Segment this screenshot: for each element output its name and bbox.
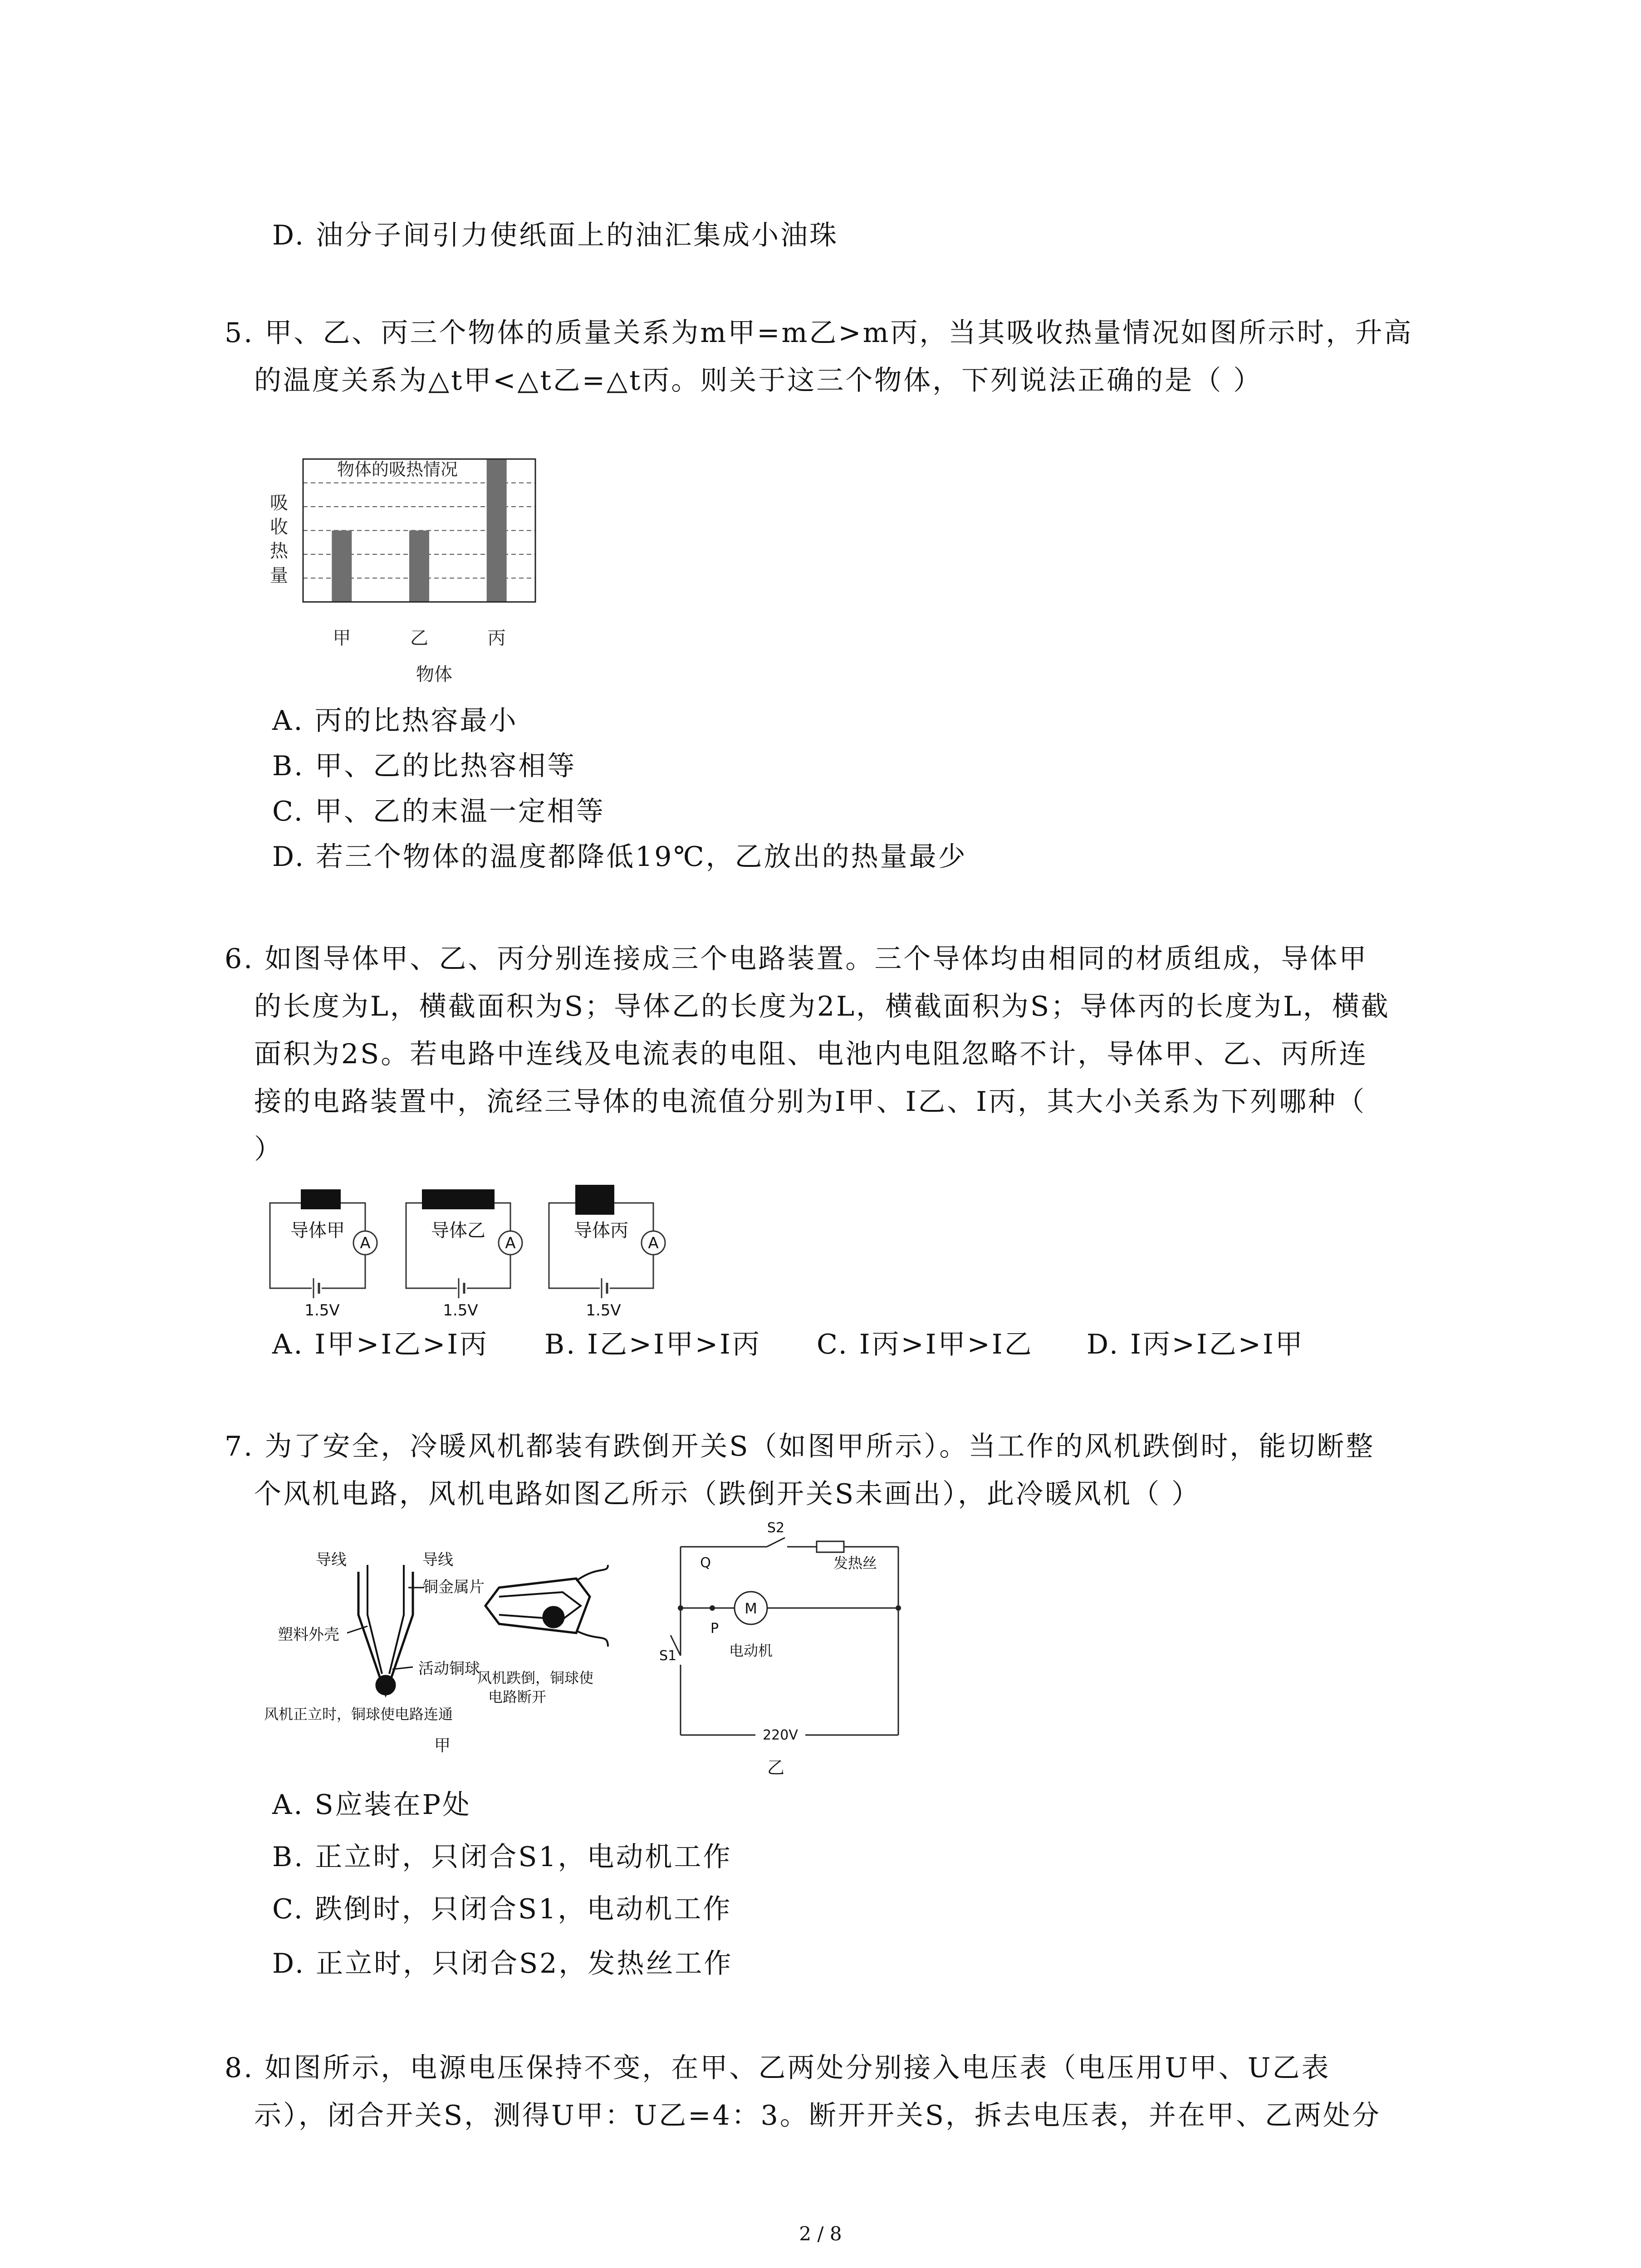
chart-bar (487, 459, 507, 602)
battery-voltage: 1.5V (443, 1301, 478, 1320)
circuit-jia (270, 1189, 377, 1320)
q6-option-b: B. I乙>I甲>I丙 (544, 1329, 761, 1360)
circuit-bing (549, 1185, 665, 1320)
figure-caption-yi: 乙 (767, 1758, 785, 1778)
chart-bar (409, 531, 429, 602)
q8-stem-line2: 示），闭合开关S，测得U甲：U乙=4：3。断开开关S，拆去电压表，并在甲、乙两处分 (254, 2100, 1381, 2131)
figure-caption-jia: 甲 (434, 1736, 451, 1755)
svg-text:活动铜球: 活动铜球 (418, 1660, 480, 1678)
svg-text:风机正立时，铜球使电路连通: 风机正立时，铜球使电路连通 (264, 1706, 453, 1723)
chart-y-label (270, 493, 289, 586)
svg-text:发热丝: 发热丝 (833, 1554, 877, 1572)
svg-text:导线: 导线 (316, 1551, 347, 1569)
q6-option-d: D. I丙>I乙>I甲 (1087, 1329, 1304, 1360)
svg-text:塑料外壳: 塑料外壳 (278, 1626, 339, 1644)
motor-icon: M (745, 1600, 757, 1617)
y-label-char: 热 (270, 541, 288, 562)
q4-option-d: D. 油分子间引力使纸面上的油汇集成小油珠 (272, 220, 839, 251)
conductor-label: 导体丙 (574, 1220, 628, 1241)
q5-option-c: C. 甲、乙的末温一定相等 (272, 796, 605, 827)
q6-stem-line5: ） (254, 1134, 283, 1165)
q7-option-d: D. 正立时，只闭合S2，发热丝工作 (272, 1948, 733, 1980)
svg-text:A: A (648, 1234, 659, 1252)
q7-option-b: B. 正立时，只闭合S1，电动机工作 (272, 1841, 732, 1873)
q6-circuit-figure (263, 1179, 681, 1320)
q5-stem-line1: 5. 甲、乙、丙三个物体的质量关系为m甲=m乙>m丙，当其吸收热量情况如图所示时，升高 (225, 317, 1413, 349)
q6-stem-line3: 面积为2S。若电路中连线及电流表的电阻、电池内电阻忽略不计，导体甲、乙、丙所连 (254, 1038, 1368, 1070)
svg-text:Q: Q (700, 1555, 711, 1571)
chart-x-tick-label: 丙 (487, 628, 506, 649)
svg-text:220V: 220V (763, 1727, 798, 1743)
battery-voltage: 1.5V (304, 1301, 340, 1320)
svg-text:导线: 导线 (422, 1551, 453, 1569)
svg-text:S1: S1 (659, 1648, 677, 1664)
chart-x-tick-label: 甲 (333, 628, 351, 649)
chart-title: 物体的吸热情况 (337, 459, 458, 479)
conductor-label: 导体甲 (290, 1220, 345, 1241)
q6-stem-line4: 接的电路装置中，流经三导体的电流值分别为I甲、I乙、I丙，其大小关系为下列哪种（ (254, 1086, 1367, 1118)
tilt-switch-fallen-icon (485, 1565, 608, 1647)
q5-option-a: A. 丙的比热容最小 (272, 705, 518, 737)
svg-text:电动机: 电动机 (729, 1642, 773, 1659)
y-label-char: 收 (270, 517, 288, 538)
circuit-yi (406, 1189, 522, 1320)
battery-voltage: 1.5V (586, 1301, 621, 1320)
chart-bar (332, 531, 352, 602)
svg-text:铜金属片: 铜金属片 (423, 1578, 485, 1596)
chart-x-title: 物体 (416, 664, 452, 685)
svg-text:风机跌倒，铜球使: 风机跌倒，铜球使 (477, 1669, 594, 1686)
svg-text:P: P (710, 1621, 719, 1637)
q7-stem-line1: 7. 为了安全，冷暖风机都装有跌倒开关S（如图甲所示）。当工作的风机跌倒时，能切断整 (225, 1431, 1375, 1462)
q7-figure-yi (659, 1520, 916, 1778)
q5-bar-chart (254, 458, 572, 699)
q8-stem-line1: 8. 如图所示，电源电压保持不变，在甲、乙两处分别接入电压表（电压用U甲、U乙表 (225, 2052, 1331, 2084)
tilt-switch-upright-icon (347, 1565, 424, 1694)
y-label-char: 吸 (270, 493, 288, 513)
q6-option-a: A. I甲>I乙>I丙 (272, 1329, 489, 1360)
q6-stem-line1: 6. 如图导体甲、乙、丙分别连接成三个电路装置。三个导体均由相同的材质组成，导体甲 (225, 943, 1368, 975)
chart-x-tick-label: 乙 (410, 628, 428, 649)
q7-figure-jia (263, 1538, 617, 1778)
q5-stem-line2: 的温度关系为△t甲<△t乙=△t丙。则关于这三个物体，下列说法正确的是（ ） (254, 365, 1263, 396)
svg-text:S2: S2 (767, 1520, 785, 1536)
svg-text:A: A (360, 1234, 371, 1252)
page-number: 2 / 8 (799, 2223, 842, 2245)
y-label-char: 量 (270, 565, 288, 586)
svg-text:A: A (505, 1234, 516, 1252)
svg-text:电路断开: 电路断开 (488, 1688, 547, 1706)
q6-stem-line2: 的长度为L，横截面积为S；导体乙的长度为2L，横截面积为S；导体丙的长度为L，横截 (254, 991, 1390, 1022)
q7-option-c: C. 跌倒时，只闭合S1，电动机工作 (272, 1893, 732, 1925)
q5-option-d: D. 若三个物体的温度都降低19℃，乙放出的热量最少 (272, 841, 967, 873)
conductor-label: 导体乙 (431, 1220, 485, 1241)
chart-x-ticks (333, 628, 505, 649)
q5-option-b: B. 甲、乙的比热容相等 (272, 750, 577, 782)
q7-option-a: A. S应装在P处 (272, 1789, 471, 1821)
q7-stem-line2: 个风机电路，风机电路如图乙所示（跌倒开关S未画出），此冷暖风机（ ） (254, 1478, 1201, 1510)
q6-option-c: C. I丙>I甲>I乙 (817, 1329, 1034, 1360)
